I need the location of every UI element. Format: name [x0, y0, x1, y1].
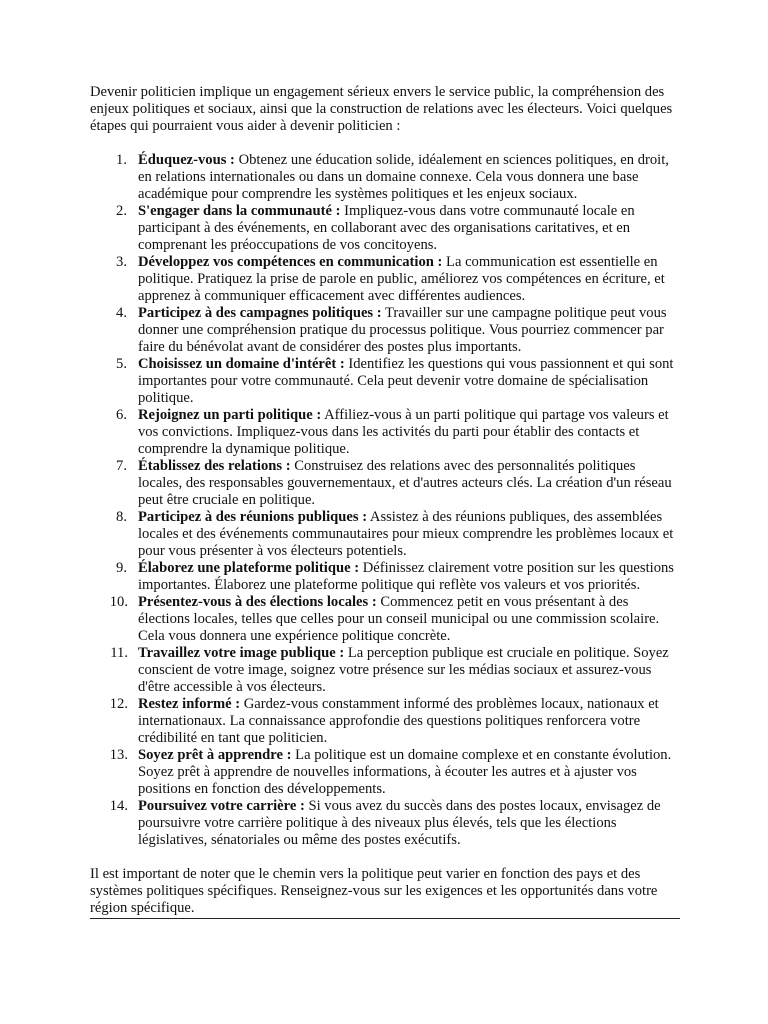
step-text: Commencez petit en vous présentant à des élections locales, telles que celles pour un conseil municipal ou une commission scolaire. Cela vous donnera une expérience politique concrète. — [138, 594, 660, 644]
step-title: Rejoignez un parti politique : — [138, 407, 322, 423]
step-text: La communication est essentielle en politique. Pratiquez la prise de parole en public, améliorez vos compétences en écriture, et apprenez à communiquer efficacement avec différentes audiences. — [138, 254, 665, 304]
document-page — [90, 84, 680, 919]
step-title: Soyez prêt à apprendre : — [138, 747, 292, 763]
list-item — [90, 696, 680, 747]
conclusion-paragraph: Il est important de noter que le chemin vers la politique peut varier en fonction des pays et des systèmes politiques spécifiques. Renseignez-vous sur les exigences et les opportunités dans votre région spécifique. — [90, 866, 680, 919]
step-title: Participez à des réunions publiques : — [138, 509, 368, 525]
list-item — [90, 305, 680, 356]
step-text: Si vous avez du succès dans des postes locaux, envisagez de poursuivre votre carrière politique à des niveaux plus élevés, tels que les élections législatives, sénatoriales ou même des postes exécutifs. — [138, 798, 661, 848]
step-title: Établissez des relations : — [138, 458, 291, 474]
step-title: Travaillez votre image publique : — [138, 645, 345, 661]
step-text: Gardez-vous constamment informé des problèmes locaux, nationaux et internationaux. La connaissance approfondie des questions politiques renforcera votre crédibilité en tant que politicien. — [138, 696, 659, 746]
step-title: Choisissez un domaine d'intérêt : — [138, 356, 345, 372]
step-number: 6. — [116, 407, 127, 423]
list-item — [90, 509, 680, 560]
step-number: 9. — [116, 560, 127, 576]
step-title: Éduquez-vous : — [138, 152, 235, 168]
step-number: 14. — [109, 798, 128, 814]
step-number: 2. — [116, 203, 127, 219]
list-item — [90, 458, 680, 509]
step-text: Identifiez les questions qui vous passionnent et qui sont importantes pour votre communauté. Cela peut devenir votre domaine de spécialisation politique. — [138, 356, 674, 406]
list-item — [90, 152, 680, 203]
step-number: 12. — [109, 696, 128, 712]
step-title: Présentez-vous à des élections locales : — [138, 594, 377, 610]
intro-paragraph — [90, 84, 680, 135]
list-item — [90, 798, 680, 849]
step-text: Travailler sur une campagne politique peut vous donner une compréhension pratique du processus politique. Vous pourriez commencer par faire du bénévolat avant de considérer des postes plus importants. — [138, 305, 667, 355]
step-number: 5. — [116, 356, 127, 372]
step-title: Poursuivez votre carrière : — [138, 798, 305, 814]
step-text: La perception publique est cruciale en politique. Soyez conscient de votre image, soignez votre présence sur les médias sociaux et assurez-vous d'être accessible à vos électeurs. — [138, 645, 669, 695]
step-text: Assistez à des réunions publiques, des assemblées locales et des événements communautaires pour mieux comprendre les problèmes locaux et pour vous présenter à vos électeurs potentiels. — [138, 509, 674, 559]
step-text: La politique est un domaine complexe et en constante évolution. Soyez prêt à apprendre de nouvelles informations, à écouter les autres et à ajuster vos positions en fonction des développements. — [138, 747, 672, 797]
step-number: 1. — [116, 152, 127, 168]
step-text: Impliquez-vous dans votre communauté locale en participant à des événements, en collaborant avec des organisations caritatives, et en comprenant les préoccupations de vos concitoyens. — [138, 203, 635, 253]
list-item — [90, 747, 680, 798]
step-number: 13. — [109, 747, 128, 763]
step-text: Définissez clairement votre position sur les questions importantes. Élaborez une plateforme politique qui reflète vos valeurs et vos priorités. — [138, 560, 674, 593]
step-number: 3. — [116, 254, 127, 270]
step-number: 4. — [116, 305, 127, 321]
list-item — [90, 407, 680, 458]
step-title: Développez vos compétences en communication : — [138, 254, 443, 270]
step-number: 11. — [110, 645, 128, 661]
step-title: Restez informé : — [138, 696, 241, 712]
list-item — [90, 560, 680, 594]
step-title: S'engager dans la communauté : — [138, 203, 341, 219]
intro-text: Devenir politicien implique un engagement sérieux envers le service public, la compréhension des enjeux politiques et sociaux, ainsi que la construction de relations avec les électeurs. Voici quelques étapes qui pourraient vous aider à devenir politicien : — [90, 84, 673, 134]
list-item — [90, 203, 680, 254]
step-number: 8. — [116, 509, 127, 525]
step-text: Construisez des relations avec des personnalités politiques locales, des responsables gouvernementaux, et d'autres acteurs clés. La création d'un réseau peut être cruciale en politique. — [138, 458, 672, 508]
list-item — [90, 645, 680, 696]
steps-list — [90, 152, 680, 849]
list-item — [90, 594, 680, 645]
step-number: 10. — [109, 594, 128, 610]
step-text: Obtenez une éducation solide, idéalement en sciences politiques, en droit, en relations internationales ou dans un domaine connexe. Cela vous donnera une base académique pour comprendre les systèmes politiques et les enjeux sociaux. — [138, 152, 669, 202]
step-number: 7. — [116, 458, 127, 474]
list-item — [90, 356, 680, 407]
list-item — [90, 254, 680, 305]
step-title: Élaborez une plateforme politique : — [138, 560, 360, 576]
step-title: Participez à des campagnes politiques : — [138, 305, 382, 321]
step-text: Affiliez-vous à un parti politique qui partage vos valeurs et vos convictions. Impliquez-vous dans les activités du parti pour établir des contacts et comprendre la dynamique politique. — [138, 407, 669, 457]
